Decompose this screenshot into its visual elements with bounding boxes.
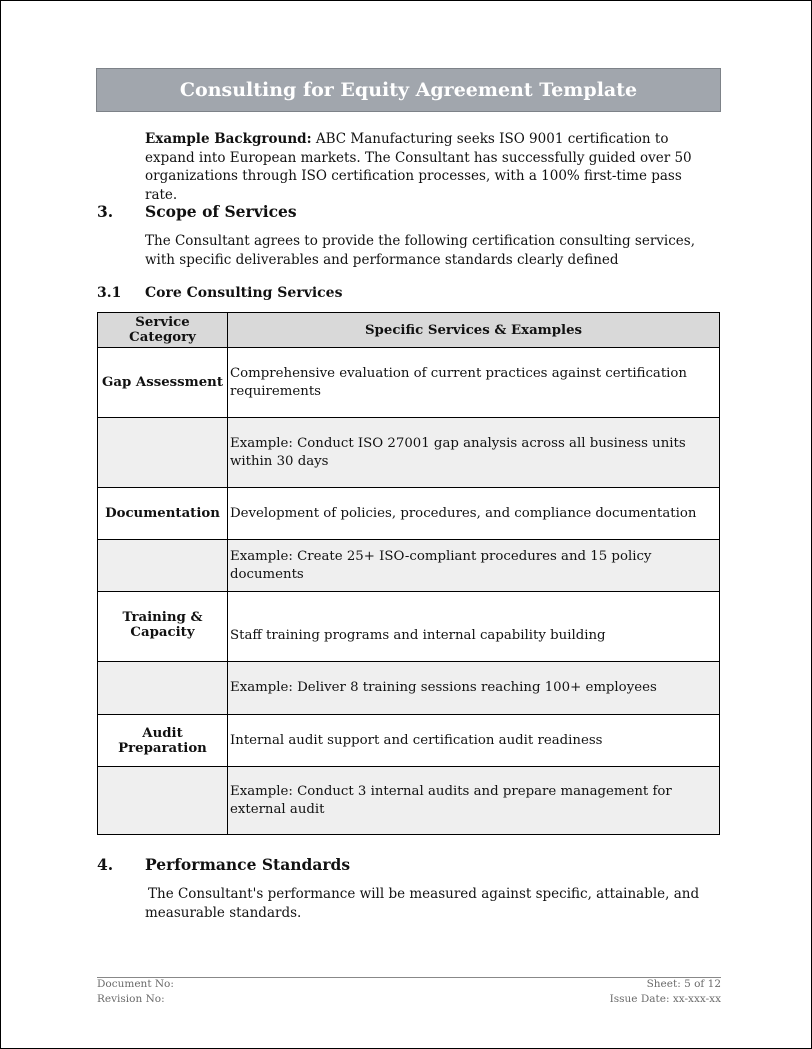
table-row bbox=[98, 348, 720, 418]
category-cell-empty bbox=[98, 418, 228, 488]
section-3-title: Scope of Services bbox=[145, 202, 297, 221]
section-3-1-title: Core Consulting Services bbox=[145, 285, 343, 301]
example-cell: Example: Deliver 8 training sessions reaching 100+ employees bbox=[228, 662, 720, 715]
category-cell-empty bbox=[98, 767, 228, 835]
footer-sheet: Sheet: 5 of 12 bbox=[646, 978, 721, 990]
category-cell: Training & Capacity bbox=[98, 592, 228, 662]
footer-issue-date: Issue Date: xx-xxx-xx bbox=[609, 993, 721, 1005]
background-paragraph bbox=[145, 130, 715, 204]
table-row bbox=[98, 418, 720, 488]
document-title: Consulting for Equity Agreement Template bbox=[96, 68, 721, 112]
section-3-number: 3. bbox=[97, 202, 114, 221]
footer-document-no: Document No: bbox=[97, 978, 174, 990]
footer-divider bbox=[97, 977, 721, 978]
description-cell: Development of policies, procedures, and compliance documentation bbox=[228, 488, 720, 540]
description-cell: Staff training programs and internal capability building bbox=[228, 592, 720, 662]
category-cell: Documentation bbox=[98, 488, 228, 540]
background-text: ABC Manufacturing seeks ISO 9001 certification to expand into European markets. The Consultant has successfully guided over 50 organizations through ISO certification processes, with a 100% first-time pass rate. bbox=[145, 131, 692, 203]
column-header-services: Specific Services & Examples bbox=[228, 313, 720, 348]
description-cell: Comprehensive evaluation of current practices against certification requirements bbox=[228, 348, 720, 418]
category-cell: Gap Assessment bbox=[98, 348, 228, 418]
section-4-title: Performance Standards bbox=[145, 855, 351, 874]
footer-revision-no: Revision No: bbox=[97, 993, 165, 1005]
category-cell: Audit Preparation bbox=[98, 715, 228, 767]
example-cell: Example: Create 25+ ISO-compliant procedures and 15 policy documents bbox=[228, 540, 720, 592]
section-3-body: The Consultant agrees to provide the following certification consulting services, with specific deliverables and performance standards clearly defined bbox=[145, 233, 696, 268]
section-4-number: 4. bbox=[97, 855, 114, 874]
table-row bbox=[98, 592, 720, 662]
table-row bbox=[98, 540, 720, 592]
section-3-1-number: 3.1 bbox=[97, 285, 122, 301]
column-header-category: Service Category bbox=[98, 313, 228, 348]
example-cell: Example: Conduct 3 internal audits and prepare management for external audit bbox=[228, 767, 720, 835]
section-4-body: The Consultant's performance will be measured against specific, attainable, and measurable standards. bbox=[145, 886, 700, 921]
description-cell: Internal audit support and certification audit readiness bbox=[228, 715, 720, 767]
table-row bbox=[98, 488, 720, 540]
table-row bbox=[98, 715, 720, 767]
table-header-row bbox=[98, 313, 720, 348]
table-row bbox=[98, 662, 720, 715]
background-label: Example Background: bbox=[145, 131, 312, 147]
services-table bbox=[97, 312, 720, 835]
table-row bbox=[98, 767, 720, 835]
category-cell-empty bbox=[98, 540, 228, 592]
category-cell-empty bbox=[98, 662, 228, 715]
example-cell: Example: Conduct ISO 27001 gap analysis across all business units within 30 days bbox=[228, 418, 720, 488]
